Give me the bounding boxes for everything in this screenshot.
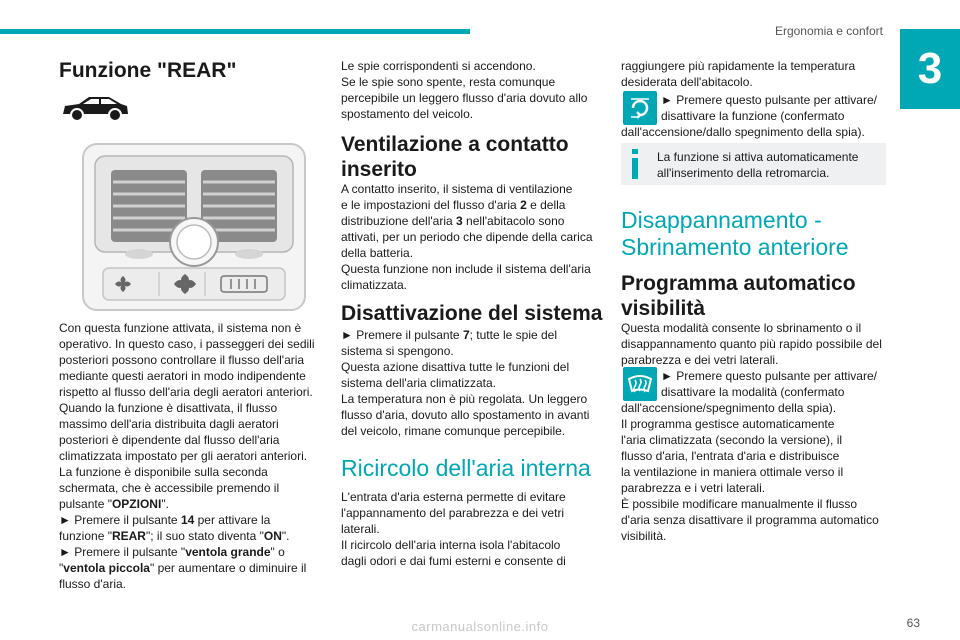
visibility-button-icon xyxy=(623,367,657,401)
ventilation-heading xyxy=(341,132,603,182)
text-line: Questa funzione non include il sistema dell'aria xyxy=(341,262,591,276)
text-line: rispetto al flusso dell'aria degli aeratori anteriori. xyxy=(59,385,313,399)
step-line: ► Premere il pulsante 14 per attivare la xyxy=(59,513,271,527)
visibility-body xyxy=(621,400,887,544)
heading-line: inserito xyxy=(341,158,417,181)
text-line: all'inserimento della retromarcia. xyxy=(657,166,830,180)
text-line: l'aria climatizzata (secondo la versione), il xyxy=(621,433,843,447)
text-line: attivati, per un periodo che dipende della carica xyxy=(341,230,593,244)
text-line: Il programma gestisce automaticamente xyxy=(621,417,835,431)
recirculation-heading: Ricircolo dell'aria interna xyxy=(341,455,591,481)
text-line: schermata, che è accessibile premendo il xyxy=(59,481,280,495)
text-line: Le spie corrispondenti si accendono. xyxy=(341,59,536,73)
rear-vent-illustration xyxy=(81,142,307,312)
text-line: spostamento del veicolo. xyxy=(341,107,474,121)
step-line: ► Premere questo pulsante per attivare/ xyxy=(661,369,877,383)
ventilation-body xyxy=(341,181,603,293)
text-line: laterali. xyxy=(341,522,380,536)
recirculation-icon xyxy=(623,91,657,125)
text-line: distribuzione dell'aria 3 nell'abitacolo sono xyxy=(341,214,565,228)
deactivation-heading: Disattivazione del sistema xyxy=(341,302,603,325)
heading-line: visibilità xyxy=(621,297,706,320)
step-line: funzione "REAR"; il suo stato diventa "ON". xyxy=(59,529,290,543)
heading-line: Sbrinamento anteriore xyxy=(621,234,849,260)
text-line: pulsante "OPZIONI". xyxy=(59,497,169,511)
step-line: flusso d'aria. xyxy=(59,577,126,591)
text-line: mediante questi aeratori in modo indipendente xyxy=(59,369,306,383)
header-accent-bar xyxy=(0,29,470,34)
chapter-number-tab: 3 xyxy=(900,29,960,109)
text-line: percepibile un leggero flusso d'aria dovuto allo xyxy=(341,91,588,105)
visibility-intro xyxy=(621,320,887,368)
text-line: disattivare la funzione (confermato xyxy=(661,109,845,123)
step-line: ► Premere questo pulsante per attivare/ xyxy=(661,93,877,107)
text-line: L'entrata d'aria esterna permette di evitare xyxy=(341,490,566,504)
text-line: climatizzata. xyxy=(341,278,408,292)
info-text xyxy=(657,149,882,181)
info-icon xyxy=(631,149,637,179)
text-line: l'appannamento del parabrezza e dei vetri xyxy=(341,506,565,520)
rear-function-body xyxy=(59,320,321,592)
text-line: Con questa funzione attivata, il sistema non è xyxy=(59,321,302,335)
text-line: posteriori è dipendente dal flusso dell'aria xyxy=(59,433,280,447)
visibility-step xyxy=(661,368,887,400)
heading-line: Disappannamento - xyxy=(621,207,822,233)
text-line: posteriori possono controllare il flusso dell'aria xyxy=(59,353,305,367)
text-line: Il ricircolo dell'aria interna isola l'abitacolo xyxy=(341,538,561,552)
text-line: operativo. In questo caso, i passeggeri dei sedili xyxy=(59,337,315,351)
text-line: Questa modalità consente lo sbrinamento o il xyxy=(621,321,862,335)
text-line: e le impostazioni del flusso d'aria 2 e della xyxy=(341,198,566,212)
text-line: sistema si spengono. xyxy=(341,344,454,358)
text-line: d'aria senza disattivare il programma automatico xyxy=(621,513,879,527)
heading-line: Programma automatico xyxy=(621,272,856,295)
text-line: massimo dell'aria distribuita dagli aeratori xyxy=(59,417,279,431)
text-line: visibilità. xyxy=(621,529,667,543)
windscreen-defrost-icon xyxy=(623,367,657,401)
page-number: 63 xyxy=(906,616,920,630)
info-box xyxy=(621,143,886,185)
heading-line: Ventilazione a contatto xyxy=(341,133,569,156)
step-line: ► Premere il pulsante "ventola grande" o xyxy=(59,545,285,559)
rear-function-title: Funzione "REAR" xyxy=(59,59,237,82)
text-line: desiderata dell'abitacolo. xyxy=(621,75,753,89)
text-line: La funzione si attiva automaticamente xyxy=(657,150,859,164)
recirculation-continued xyxy=(621,58,887,90)
recirculation-step xyxy=(661,92,887,124)
deactivation-body xyxy=(341,327,603,439)
section-title: Ergonomia e confort xyxy=(774,24,883,38)
step-line: "ventola piccola" per aumentare o diminuire il xyxy=(59,561,307,575)
text-line: la ventilazione in maniera ottimale verso il xyxy=(621,465,844,479)
text-line: climatizzata impostato per gli aeratori anteriori. xyxy=(59,449,308,463)
text-line: La temperatura non è più regolata. Un leggero xyxy=(341,392,588,406)
text-line: Se le spie sono spente, resta comunque xyxy=(341,75,556,89)
text-line: flusso d'aria, dovuto allo spostamento in avanti xyxy=(341,408,590,422)
visibility-program-heading xyxy=(621,271,887,321)
text-line: della batteria. xyxy=(341,246,414,260)
text-line: raggiungere più rapidamente la temperatura xyxy=(621,59,856,73)
car-suv-icon xyxy=(59,92,131,124)
text-line: Quando la funzione è disattivata, il flusso xyxy=(59,401,278,415)
text-line: parabrezza e i vetri laterali. xyxy=(621,481,766,495)
text-line: disattivare la modalità (confermato xyxy=(661,385,845,399)
text-line: del veicolo, rimane comunque percepibile. xyxy=(341,424,566,438)
step-line: ► Premere il pulsante 7; tutte le spie del xyxy=(341,328,558,342)
text-line: A contatto inserito, il sistema di ventilazione xyxy=(341,182,573,196)
text-line: dagli odori e dai fumi esterni e consente di xyxy=(341,554,566,568)
text-line: dall'accensione/spegnimento della spia). xyxy=(621,401,837,415)
watermark: carmanualsonline.info xyxy=(411,619,549,634)
text-line: flusso d'aria, l'entrata d'aria e distribuisce xyxy=(621,449,840,463)
text-line: dall'accensione/dallo spegnimento della spia). xyxy=(621,125,865,139)
text-line: sistema dell'aria climatizzata. xyxy=(341,376,497,390)
recirculation-button-icon xyxy=(623,91,657,125)
text-line: È possibile modificare manualmente il flusso xyxy=(621,497,858,511)
text-line: La funzione è disponibile sulla seconda xyxy=(59,465,268,479)
intro-block xyxy=(341,58,603,122)
text-line: parabrezza e dei vetri laterali. xyxy=(621,353,779,367)
text-line: disappannamento quanto più rapido possibile del xyxy=(621,337,882,351)
defrost-heading xyxy=(621,207,887,261)
text-line: Questa azione disattiva tutte le funzioni del xyxy=(341,360,570,374)
recirculation-body xyxy=(341,489,603,569)
